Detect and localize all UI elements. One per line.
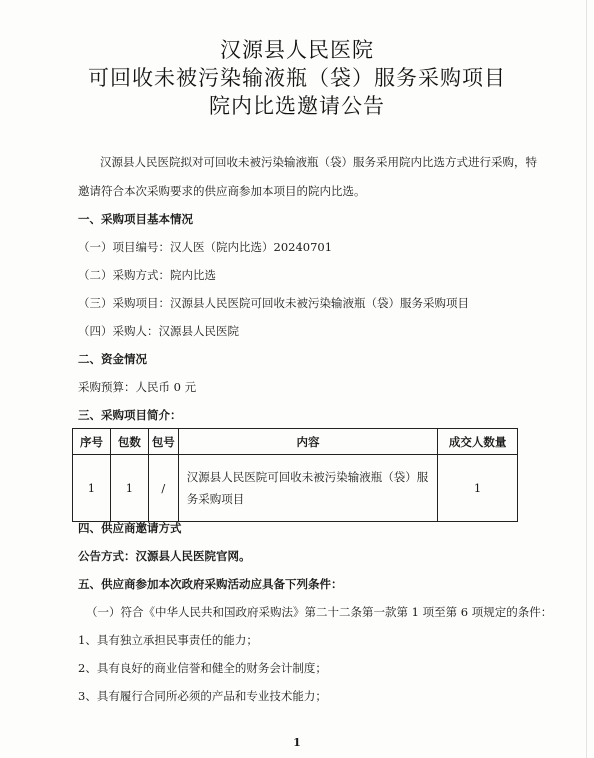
procurement-method: （二）采购方式：院内比选	[78, 268, 216, 282]
condition-2: 2、具有良好的商业信誉和健全的财务会计制度；	[78, 661, 327, 675]
condition-3: 3、具有履行合同所必须的产品和专业技术能力；	[78, 689, 327, 703]
procurement-project: （三）采购项目：汉源县人民医院可回收未被污染输液瓶（袋）服务采购项目	[78, 296, 469, 310]
title-hospital: 汉源县人民医院	[220, 38, 374, 62]
project-number: （一）项目编号：汉人医（院内比选）20240701	[78, 240, 333, 254]
table-header-row	[73, 429, 518, 455]
header-content: 内容	[178, 429, 437, 455]
section1-heading: 一、采购项目基本情况	[78, 212, 193, 226]
page-number: 1	[293, 736, 301, 749]
cell-packages: 1	[110, 455, 148, 522]
header-packages: 包数	[110, 429, 148, 455]
cell-package-no: /	[148, 455, 178, 522]
section4-heading: 四、供应商邀请方式	[78, 521, 182, 535]
table-row	[73, 455, 518, 522]
condition-1: 1、具有独立承担民事责任的能力；	[78, 633, 258, 647]
header-index: 序号	[73, 429, 111, 455]
cell-index: 1	[73, 455, 111, 522]
announcement-method: 公告方式：汉源县人民医院官网。	[78, 549, 251, 563]
cell-winners: 1	[438, 455, 518, 522]
section3-heading: 三、采购项目简介：	[78, 408, 182, 422]
scan-edge-divider	[586, 0, 587, 758]
section5-heading: 五、供应商参加本次政府采购活动应具备下列条件：	[78, 577, 343, 591]
purchaser: （四）采购人：汉源县人民医院	[78, 324, 239, 338]
section2-heading: 二、资金情况	[78, 352, 147, 366]
header-winners: 成交人数量	[438, 429, 518, 455]
project-table	[72, 428, 518, 522]
cell-content: 汉源县人民医院可回收未被污染输液瓶（袋）服务采购项目	[178, 455, 437, 522]
title-notice: 院内比选邀请公告	[209, 94, 385, 118]
intro-line-2: 邀请符合本次采购要求的供应商参加本项目的院内比选。	[78, 184, 366, 198]
budget: 采购预算：人民币 0 元	[78, 380, 197, 394]
title-project: 可回收未被污染输液瓶（袋）服务采购项目	[88, 66, 506, 90]
intro-line-1: 汉源县人民医院拟对可回收未被污染输液瓶（袋）服务采用院内比选方式进行采购，特	[100, 155, 537, 169]
condition-law: （一）符合《中华人民共和国政府采购法》第二十二条第一款第 1 项至第 6 项规定的条件：	[86, 605, 553, 619]
header-package-no: 包号	[148, 429, 178, 455]
